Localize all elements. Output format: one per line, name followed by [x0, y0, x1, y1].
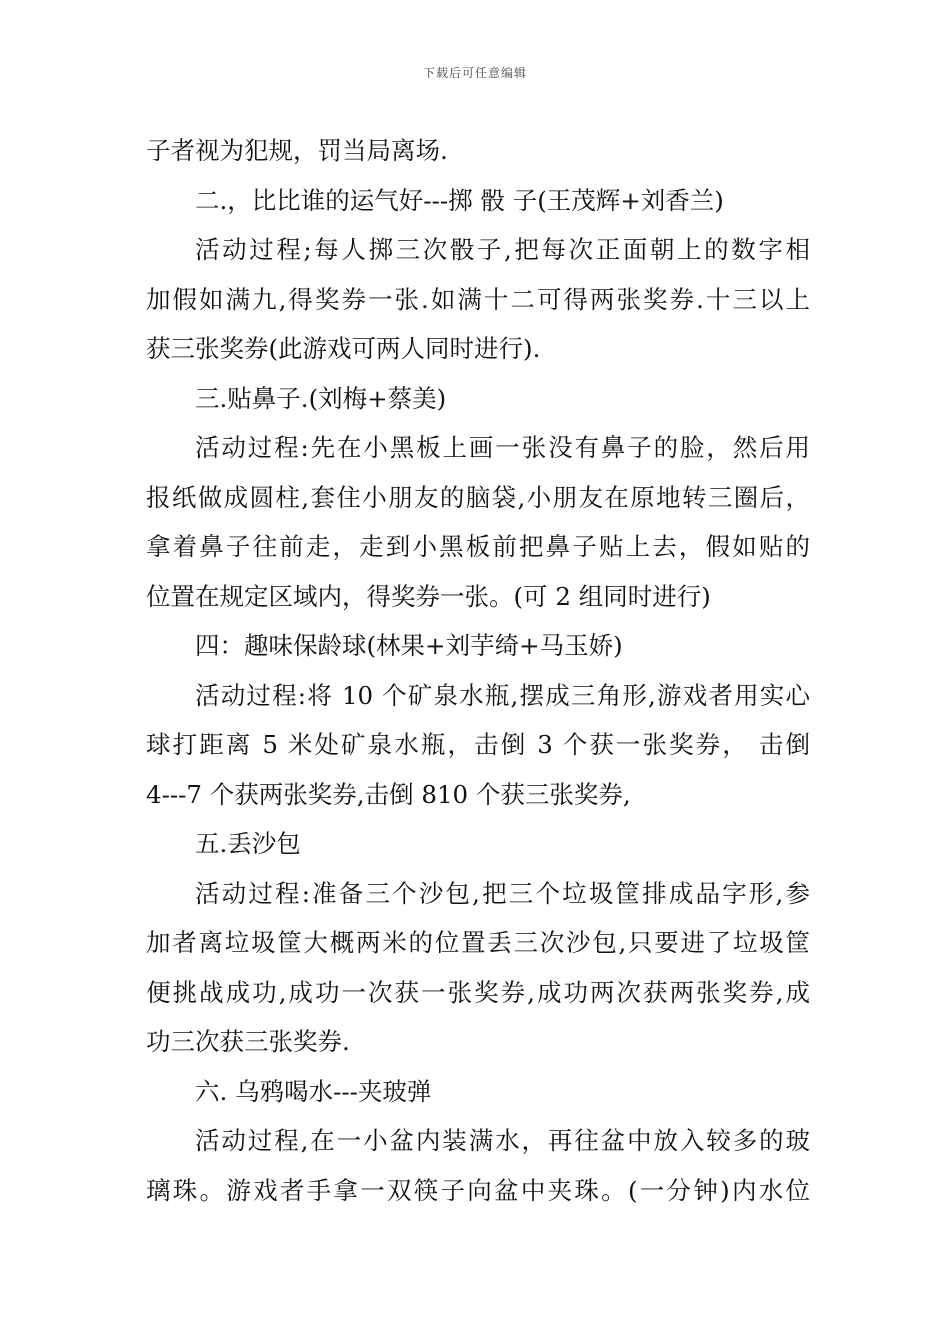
text-line: 活动过程:先在小黑板上画一张没有鼻子的脸，然后用: [195, 433, 810, 462]
section-heading-bowling: 四：趣味保龄球(林果+刘芋绮+马玉娇): [195, 631, 623, 660]
page-header: 下载后可任意编辑: [422, 66, 527, 80]
document-body: [146, 126, 810, 1215]
text-line: 活动过程,在一小盆内装满水，再往盆中放入较多的玻: [195, 1126, 810, 1155]
text-line: 报纸做成圆柱,套住小朋友的脑袋,小朋友在原地转三圈后，: [146, 482, 810, 512]
section-heading-sandbag: 五.丢沙包: [195, 829, 301, 858]
text-line: 位置在规定区域内，得奖券一张。(可 2 组同时进行): [146, 581, 711, 611]
text-line: 获三张奖券(此游戏可两人同时进行).: [146, 334, 541, 363]
text-line: 加假如满九,得奖券一张.如满十二可得两张奖券.十三以上: [146, 284, 810, 314]
text-line: 活动过程;每人掷三次骰子,把每次正面朝上的数字相: [195, 235, 810, 264]
text-line: 便挑战成功,成功一次获一张奖券,成功两次获两张奖券,成: [146, 977, 810, 1007]
text-line: 活动过程:准备三个沙包,把三个垃圾筐排成品字形,参: [195, 878, 810, 908]
text-line: 加者离垃圾筐大概两米的位置丢三次沙包,只要进了垃圾筐: [146, 928, 810, 957]
section-heading-dice: 二.，比比谁的运气好---掷 骰 子(王茂辉+刘香兰): [195, 185, 724, 215]
text-line: 4---7 个获两张奖券,击倒 810 个获三张奖券,: [146, 779, 631, 809]
text-line: 球打距离 5 米处矿泉水瓶，击倒 3 个获一张奖券， 击倒: [146, 730, 810, 759]
text-line: 子者视为犯规，罚当局离场.: [146, 136, 448, 165]
section-heading-crow: 六. 乌鸦喝水---夹玻弹: [195, 1076, 432, 1106]
section-heading-nose: 三.贴鼻子.(刘梅+蔡美): [195, 383, 447, 413]
text-line: 拿着鼻子往前走，走到小黑板前把鼻子贴上去，假如贴的: [146, 532, 810, 561]
text-line: 璃珠。游戏者手拿一双筷子向盆中夹珠。(一分钟)内水位: [146, 1175, 810, 1205]
text-line: 功三次获三张奖券.: [146, 1027, 350, 1056]
text-line: 活动过程:将 10 个矿泉水瓶,摆成三角形,游戏者用实心: [195, 680, 810, 710]
